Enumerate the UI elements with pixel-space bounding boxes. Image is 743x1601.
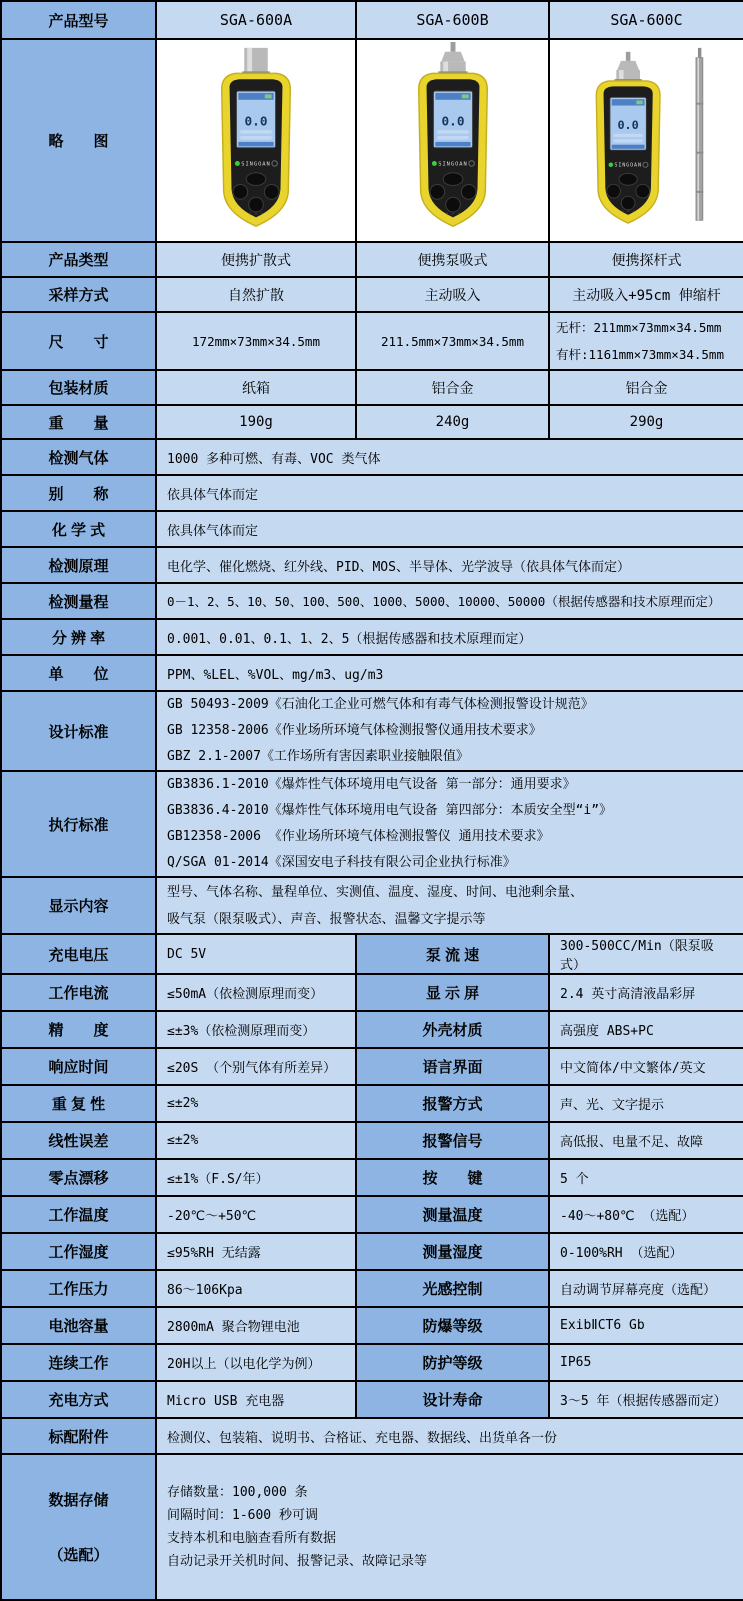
value-type-b: 便携泵吸式 [356, 242, 549, 277]
label-sampling: 采样方式 [1, 277, 156, 312]
row-working-pressure-light-control [1, 1270, 743, 1307]
value-accuracy: ≤±3%（依检测原理而变） [156, 1011, 356, 1048]
value-formula: 依具体气体而定 [156, 511, 743, 547]
text-line: 吸气泵（限泵吸式）、声音、报警状态、温馨文字提示等 [167, 911, 486, 927]
label-working-current: 工作电流 [1, 974, 156, 1011]
value-repeatability: ≤±2% [156, 1085, 356, 1122]
value-measure-humidity: 0-100%RH （选配） [549, 1233, 743, 1270]
label-working-temp: 工作温度 [1, 1196, 156, 1233]
label-zero-drift: 零点漂移 [1, 1159, 156, 1196]
value-buttons: 5 个 [549, 1159, 743, 1196]
label-pump-flow: 泵 流 速 [356, 934, 549, 974]
text-line: GB3836.1-2010《爆炸性气体环境用电气设备 第一部分：通用要求》 [167, 777, 576, 792]
value-weight-b: 240g [356, 405, 549, 439]
row-accessories [1, 1418, 743, 1454]
text-line: 数据存储 [48, 1492, 109, 1509]
label-linearity-error: 线性误差 [1, 1122, 156, 1159]
text-line: （选配） [48, 1547, 109, 1564]
value-data-storage [156, 1454, 743, 1600]
text-line: 型号、气体名称、量程单位、实测值、温度、湿度、时间、电池剩余量、 [167, 884, 584, 900]
header-row [1, 1, 743, 39]
value-unit: PPM、%LEL、%VOL、mg/m3、ug/m3 [156, 655, 743, 691]
text-line: 自动记录开关机时间、报警记录、故障记录等 [167, 1554, 428, 1569]
value-sampling-b: 主动吸入 [356, 277, 549, 312]
text-line: 存储数量：100,000 条 [167, 1485, 308, 1500]
row-continuous-work-protection [1, 1344, 743, 1381]
row-accuracy-shell [1, 1011, 743, 1048]
brand-text: SINGOAN [437, 161, 468, 168]
value-continuous-work: 20H以上（以电化学为例） [156, 1344, 356, 1381]
value-charge-voltage: DC 5V [156, 934, 356, 974]
row-repeatability-alarm-mode [1, 1085, 743, 1122]
text-line: GB 12358-2006《作业场所环境气体检测报警仪通用技术要求》 [167, 723, 542, 738]
value-exec-standard [156, 771, 743, 877]
product-image-cell-c [549, 39, 743, 242]
value-protection-grade: IP65 [549, 1344, 743, 1381]
value-detected-gas: 1000 多种可燃、有毒、VOC 类气体 [156, 439, 743, 475]
row-sampling [1, 277, 743, 312]
label-accuracy: 精 度 [1, 1011, 156, 1048]
row-working-humidity-measure-humidity [1, 1233, 743, 1270]
value-alias: 依具体气体而定 [156, 475, 743, 511]
label-shell-material: 外壳材质 [356, 1011, 549, 1048]
label-display-content: 显示内容 [1, 877, 156, 934]
model-sga-600a: SGA-600A [156, 1, 356, 39]
row-unit [1, 655, 743, 691]
row-range [1, 583, 743, 619]
label-product-model: 产品型号 [1, 1, 156, 39]
value-working-pressure: 86～106Kpa [156, 1270, 356, 1307]
text-line: 有杆:1161mm×73mm×34.5mm [556, 347, 724, 362]
label-accessories: 标配附件 [1, 1418, 156, 1454]
value-linearity-error: ≤±2% [156, 1122, 356, 1159]
product-image-sga-600c [572, 42, 722, 234]
value-type-c: 便携探杆式 [549, 242, 743, 277]
label-sketch: 略 图 [1, 39, 156, 242]
label-unit: 单 位 [1, 655, 156, 691]
led-indicator [431, 161, 436, 166]
value-display-content [156, 877, 743, 934]
row-exec-standard [1, 771, 743, 877]
label-exec-standard: 执行标准 [1, 771, 156, 877]
device-screen-value: 0.0 [244, 114, 268, 130]
battery-icon [265, 94, 272, 98]
row-resolution [1, 619, 743, 655]
value-working-current: ≤50mA（依检测原理而变） [156, 974, 356, 1011]
text-line: GB3836.4-2010《爆炸性气体环境用电气设备 第四部分：本质安全型“i”》 [167, 803, 613, 818]
label-principle: 检测原理 [1, 547, 156, 583]
value-packaging-b: 铝合金 [356, 370, 549, 405]
value-screen: 2.4 英寸高清液晶彩屏 [549, 974, 743, 1011]
row-product-type [1, 242, 743, 277]
label-resolution: 分 辨 率 [1, 619, 156, 655]
label-response-time: 响应时间 [1, 1048, 156, 1085]
product-image-sga-600a [181, 42, 331, 234]
label-measure-temp: 测量温度 [356, 1196, 549, 1233]
led-indicator [235, 161, 240, 166]
label-product-type: 产品类型 [1, 242, 156, 277]
value-battery-capacity: 2800mA 聚合物锂电池 [156, 1307, 356, 1344]
value-weight-c: 290g [549, 405, 743, 439]
value-light-control: 自动调节屏幕亮度（选配） [549, 1270, 743, 1307]
text-line: GB12358-2006 《作业场所环境气体检测报警仪 通用技术要求》 [167, 829, 550, 844]
row-working-temp-measure-temp [1, 1196, 743, 1233]
value-working-humidity: ≤95%RH 无结露 [156, 1233, 356, 1270]
row-detected-gas [1, 439, 743, 475]
text-line: 无杆：211mm×73mm×34.5mm [556, 320, 722, 335]
value-packaging-a: 纸箱 [156, 370, 356, 405]
value-weight-a: 190g [156, 405, 356, 439]
value-pump-flow: 300-500CC/Min（限泵吸式） [549, 934, 743, 974]
value-language: 中文简体/中文繁体/英文 [549, 1048, 743, 1085]
value-alarm-mode: 声、光、文字提示 [549, 1085, 743, 1122]
battery-icon [461, 94, 468, 98]
model-sga-600b: SGA-600B [356, 1, 549, 39]
brand-text: SINGOAN [241, 161, 271, 168]
value-range: 0－1、2、5、10、50、100、500、1000、5000、10000、50000（根据传感器和技术原理而定） [156, 583, 743, 619]
label-packaging: 包装材质 [1, 370, 156, 405]
telescopic-rod [695, 48, 703, 220]
value-alarm-signal: 高低报、电量不足、故障 [549, 1122, 743, 1159]
value-size-b: 211.5mm×73mm×34.5mm [356, 312, 549, 370]
row-weight [1, 405, 743, 439]
value-response-time: ≤20S （个别气体有所差异） [156, 1048, 356, 1085]
row-linearity-alarm-signal [1, 1122, 743, 1159]
label-alarm-mode: 报警方式 [356, 1085, 549, 1122]
label-measure-humidity: 测量湿度 [356, 1233, 549, 1270]
row-design-standard [1, 691, 743, 771]
label-weight: 重 量 [1, 405, 156, 439]
value-measure-temp: -40～+80℃ （选配） [549, 1196, 743, 1233]
product-image-cell-a [156, 39, 356, 242]
row-formula [1, 511, 743, 547]
device-screen-value: 0.0 [441, 114, 464, 130]
value-sampling-c: 主动吸入+95cm 伸缩杆 [549, 277, 743, 312]
value-working-temp: -20℃～+50℃ [156, 1196, 356, 1233]
label-protection-grade: 防护等级 [356, 1344, 549, 1381]
label-continuous-work: 连续工作 [1, 1344, 156, 1381]
value-type-a: 便携扩散式 [156, 242, 356, 277]
label-design-standard: 设计标准 [1, 691, 156, 771]
label-alias: 别 称 [1, 475, 156, 511]
row-working-current-screen [1, 974, 743, 1011]
label-buttons: 按 键 [356, 1159, 549, 1196]
row-packaging [1, 370, 743, 405]
label-language: 语言界面 [356, 1048, 549, 1085]
row-battery-explosionproof [1, 1307, 743, 1344]
label-explosionproof-grade: 防爆等级 [356, 1307, 549, 1344]
text-line: Q/SGA 01-2014《深国安电子科技有限公司企业执行标准》 [167, 855, 516, 870]
row-principle [1, 547, 743, 583]
value-size-c [549, 312, 743, 370]
value-zero-drift: ≤±1%（F.S/年） [156, 1159, 356, 1196]
label-working-pressure: 工作压力 [1, 1270, 156, 1307]
text-line: GBZ 2.1-2007《工作场所有害因素职业接触限值》 [167, 749, 469, 764]
text-line: 支持本机和电脑查看所有数据 [167, 1531, 337, 1546]
value-design-standard [156, 691, 743, 771]
label-battery-capacity: 电池容量 [1, 1307, 156, 1344]
value-sampling-a: 自然扩散 [156, 277, 356, 312]
value-size-a: 172mm×73mm×34.5mm [156, 312, 356, 370]
model-sga-600c: SGA-600C [549, 1, 743, 39]
label-screen: 显 示 屏 [356, 974, 549, 1011]
device-screen-value: 0.0 [616, 118, 639, 133]
led-indicator [608, 162, 613, 167]
brand-text: SINGOAN [613, 162, 642, 169]
label-charge-voltage: 充电电压 [1, 934, 156, 974]
product-image-cell-b [356, 39, 549, 242]
label-charging-method: 充电方式 [1, 1381, 156, 1418]
label-repeatability: 重 复 性 [1, 1085, 156, 1122]
label-design-life: 设计寿命 [356, 1381, 549, 1418]
battery-icon [636, 101, 642, 105]
product-image-sga-600b [378, 42, 528, 234]
label-detected-gas: 检测气体 [1, 439, 156, 475]
row-size [1, 312, 743, 370]
row-data-storage [1, 1454, 743, 1600]
label-size: 尺 寸 [1, 312, 156, 370]
row-charge-voltage-pump-flow [1, 934, 743, 974]
value-explosionproof-grade: ExibⅡCT6 Gb [549, 1307, 743, 1344]
row-response-language [1, 1048, 743, 1085]
value-charging-method: Micro USB 充电器 [156, 1381, 356, 1418]
text-line: GB 50493-2009《石油化工企业可燃气体和有毒气体检测报警设计规范》 [167, 697, 594, 712]
value-resolution: 0.001、0.01、0.1、1、2、5（根据传感器和技术原理而定） [156, 619, 743, 655]
label-alarm-signal: 报警信号 [356, 1122, 549, 1159]
row-charging-method-design-life [1, 1381, 743, 1418]
row-alias [1, 475, 743, 511]
label-formula: 化 学 式 [1, 511, 156, 547]
value-design-life: 3～5 年（根据传感器而定） [549, 1381, 743, 1418]
sketch-row [1, 39, 743, 242]
value-accessories: 检测仪、包装箱、说明书、合格证、充电器、数据线、出货单各一份 [156, 1418, 743, 1454]
label-range: 检测量程 [1, 583, 156, 619]
label-working-humidity: 工作湿度 [1, 1233, 156, 1270]
value-principle: 电化学、催化燃烧、红外线、PID、MOS、半导体、光学波导（依具体气体而定） [156, 547, 743, 583]
text-line: 间隔时间：1-600 秒可调 [167, 1508, 318, 1523]
row-zero-drift-buttons [1, 1159, 743, 1196]
label-light-control: 光感控制 [356, 1270, 549, 1307]
label-data-storage [1, 1454, 156, 1600]
row-display-content [1, 877, 743, 934]
value-shell-material: 高强度 ABS+PC [549, 1011, 743, 1048]
value-packaging-c: 铝合金 [549, 370, 743, 405]
